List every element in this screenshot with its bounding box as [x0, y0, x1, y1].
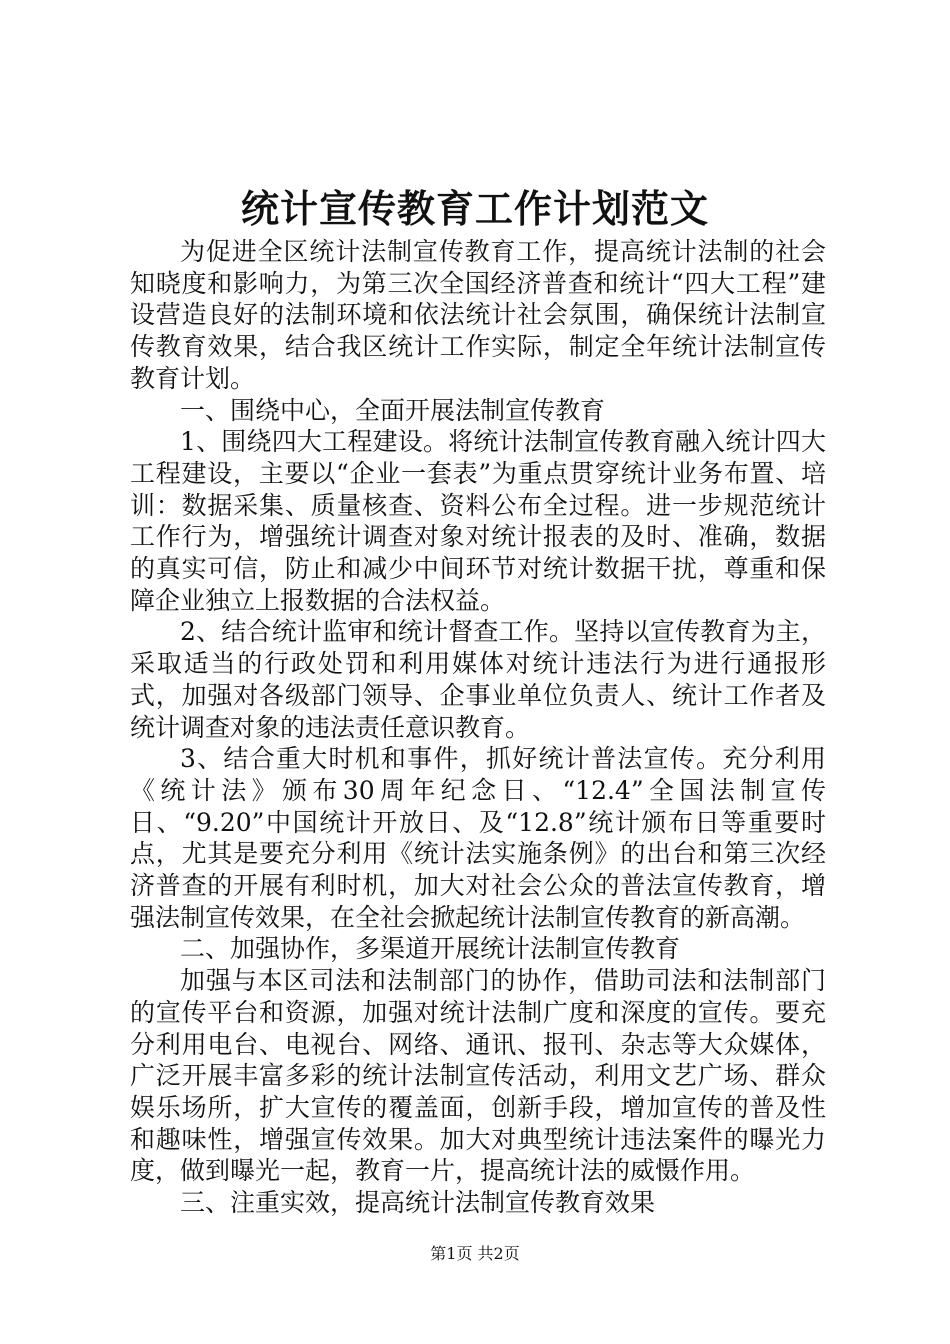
- page-footer: 第1页 共2页: [430, 1244, 520, 1263]
- section-2-paragraph: 加强与本区司法和法制部门的协作，借助司法和法制部门的宣传平台和资源，加强对统计法制广度和深度的宣传。要充分利用电台、电视台、网络、通讯、报刊、杂志等大众媒体，广泛开展丰富多彩的统计法制宣传活动，利用文艺广场、群众娱乐场所，扩大宣传的覆盖面，创新手段，增加宣传的普及性和趣味性，增强宣传效果。加大对典型统计违法案件的曝光力度，做到曝光一起，教育一片，提高统计法的威慑作用。: [130, 966, 826, 1186]
- section-heading-3: 三、注重实效，提高统计法制宣传教育效果: [180, 1188, 656, 1218]
- document-title: 统计宣传教育工作计划范文: [240, 187, 709, 231]
- paragraph-item-1: 1、围绕四大工程建设。将统计法制宣传教育融入统计四大工程建设，主要以“企业一套表”为重点贯穿统计业务布置、培训：数据采集、质量核查、资料公布全过程。进一步规范统计工作行为，增强统计调查对象对统计报表的及时、准确，数据的真实可信，防止和减少中间环节对统计数据干扰，尊重和保障企业独立上报数据的合法权益。: [130, 427, 826, 615]
- section-heading-1: 一、围绕中心，全面开展法制宣传教育: [180, 395, 606, 425]
- paragraph-item-2: 2、结合统计监审和统计督查工作。坚持以宣传教育为主，采取适当的行政处罚和利用媒体对统计违法行为进行通报形式，加强对各级部门领导、企事业单位负责人、统计工作者及统计调查对象的违法责任意识教育。: [130, 617, 826, 742]
- paragraph-item-3: 3、结合重大时机和事件，抓好统计普法宣传。充分利用《统计法》颁布30周年纪念日、“12.4”全国法制宣传日、“9.20”中国统计开放日、及“12.8”统计颁布日等重要时点，尤其是要充分利用《统计法实施条例》的出台和第三次经济普查的开展有利时机，加大对社会公众的普法宣传教育，增强法制宣传效果，在全社会掀起统计法制宣传教育的新高潮。: [130, 744, 826, 932]
- intro-paragraph: 为促进全区统计法制宣传教育工作，提高统计法制的社会知晓度和影响力，为第三次全国经济普查和统计“四大工程”建设营造良好的法制环境和依法统计社会氛围，确保统计法制宣传教育效果，结合我区统计工作实际，制定全年统计法制宣传教育计划。: [130, 237, 826, 393]
- section-heading-2: 二、加强协作，多渠道开展统计法制宣传教育: [180, 934, 681, 964]
- document-body: [130, 236, 826, 1219]
